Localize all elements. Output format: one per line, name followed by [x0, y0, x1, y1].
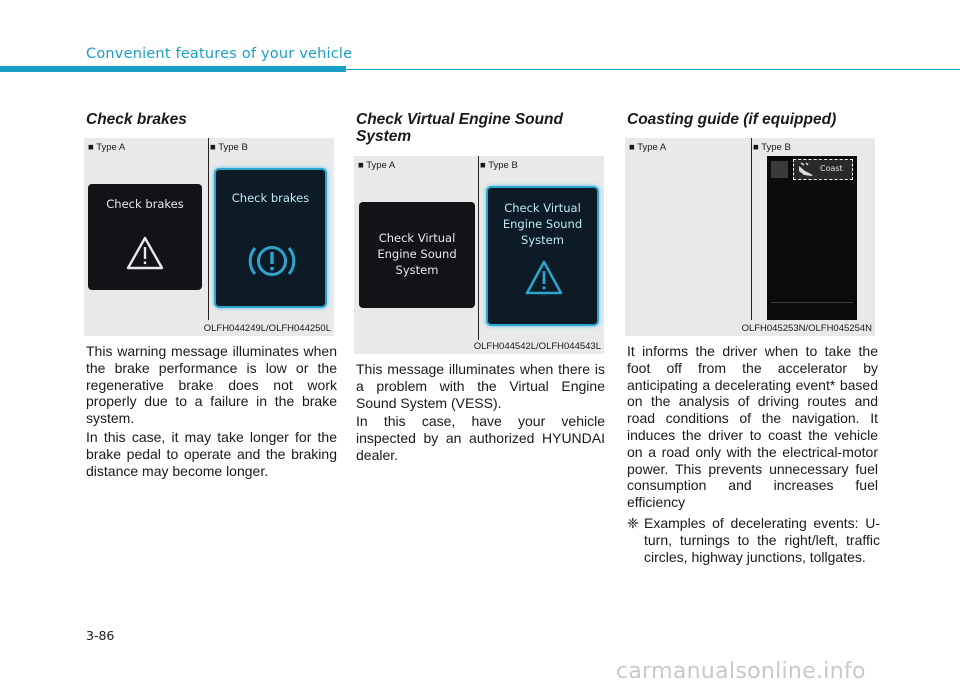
- section-header-title: Convenient features of your vehicle: [86, 46, 353, 62]
- display-type-a: [88, 184, 202, 290]
- figure-code: OLFH045253N/OLFH045254N: [741, 323, 872, 334]
- display-line: Engine Sound: [377, 247, 457, 261]
- foot-off-pedal-icon: [797, 162, 815, 178]
- type-b-label: ■ Type B: [753, 142, 791, 153]
- type-b-label: ■ Type B: [480, 160, 518, 171]
- figure-code: OLFH044249L/OLFH044250L: [203, 323, 331, 334]
- display-line: Engine Sound: [502, 217, 583, 231]
- page-number: 3-86: [86, 628, 115, 643]
- heading-coasting-guide: Coasting guide (if equipped): [627, 111, 837, 128]
- display-message: [359, 230, 475, 278]
- display-line: System: [521, 233, 564, 247]
- paragraph: This message illuminates when there is a problem with the Virtual Engine Sound System (VESS).: [356, 361, 605, 411]
- display-line: Check Virtual: [504, 201, 581, 215]
- paragraph: In this case, have your vehicle inspected by an authorized HYUNDAI dealer.: [356, 413, 605, 463]
- figure-code: OLFH044542L/OLFH044543L: [473, 341, 601, 352]
- type-a-label: ■ Type A: [358, 160, 396, 171]
- heading-check-vess: [356, 111, 596, 145]
- figure-check-brakes: [84, 138, 334, 336]
- figure-divider: [478, 156, 479, 340]
- figure-coasting-guide: [625, 138, 875, 336]
- header-bar: [0, 66, 346, 72]
- watermark: carmanualsonline.info: [616, 659, 866, 684]
- coast-indicator: [793, 159, 853, 180]
- brake-warning-icon: [247, 240, 297, 282]
- display-type-b: [767, 156, 857, 320]
- display-line: Check Virtual: [378, 231, 456, 245]
- paragraph: This warning message illuminates when the brake performance is low or the regenerative brake does not work properly due to a failure in the brake system.: [86, 343, 337, 427]
- coast-label: Coast: [820, 164, 843, 173]
- display-type-b: [214, 168, 327, 308]
- header-rule: [346, 69, 960, 71]
- display-message: Check brakes: [231, 191, 310, 205]
- figure-check-vess: [354, 156, 604, 354]
- coast-side-box: [771, 161, 788, 178]
- screen-divider: [771, 302, 853, 303]
- heading-check-brakes: Check brakes: [86, 111, 187, 128]
- display-line: System: [395, 263, 439, 277]
- note-text: Examples of decelerating events: U-turn, turnings to the right/left, traffic circles, highway junctions, tollgates.: [644, 515, 880, 565]
- paragraph: It informs the driver when to take the foot off from the accelerator by anticipating a decelerating event* based on the analysis of driving routes and road conditions of the navigation. It induces the driver to coast the vehicle on a road only with the electrical-motor power. This prevents unnecessary fuel consumption and increases fuel efficiency: [627, 343, 878, 511]
- figure-divider: [751, 138, 752, 320]
- note: [627, 515, 880, 585]
- note-symbol: ❈: [627, 515, 639, 531]
- warning-triangle-icon: [126, 236, 164, 270]
- display-message: Check brakes: [106, 197, 184, 211]
- warning-triangle-icon: [525, 260, 563, 296]
- type-a-label: ■ Type A: [629, 142, 667, 153]
- display-message: [488, 200, 597, 248]
- display-type-b: [486, 186, 599, 326]
- type-a-label: ■ Type A: [88, 142, 126, 153]
- heading-line: System: [356, 128, 412, 145]
- type-b-label: ■ Type B: [210, 142, 248, 153]
- figure-divider: [208, 138, 209, 320]
- heading-line: Check Virtual Engine Sound: [356, 111, 563, 128]
- paragraph: In this case, it may take longer for the brake pedal to operate and the braking distance may become longer.: [86, 429, 337, 479]
- display-type-a: [359, 202, 475, 308]
